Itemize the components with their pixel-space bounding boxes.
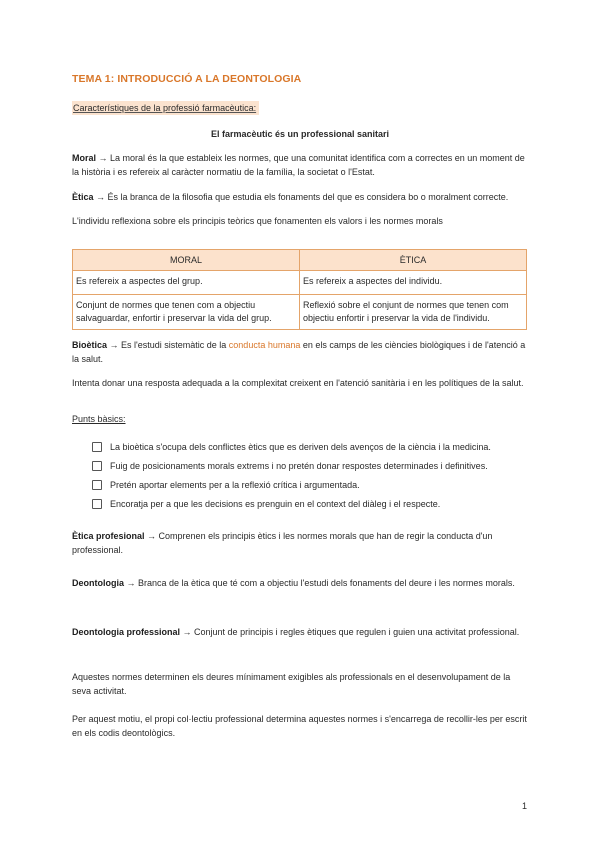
deontologia-professional-text: Conjunt de principis i regles ètiques que regulen i guien una activitat professional. (194, 627, 520, 637)
checkbox-icon (92, 442, 102, 452)
table-cell: Conjunt de normes que tenen com a objectiu salvaguardar, enfortir i preservar la vida del grup. (73, 295, 300, 330)
etica-term: Ètica (72, 192, 94, 202)
table-row (73, 295, 527, 330)
bioetica-extra-paragraph: Intenta donar una resposta adequada a la complexitat creixent en l'atenció sanitària i en les polítiques de la salut. (72, 378, 524, 388)
table-header-moral: MORAL (73, 250, 300, 271)
bioetica-definition (72, 338, 528, 366)
checkbox-icon (92, 499, 102, 509)
etica-professional-definition (72, 529, 528, 557)
etica-text: És la branca de la filosofia que estudia els fonaments del que es considera bo o moralment correcte. (107, 192, 509, 202)
etica-professional-text: Comprenen els principis ètics i les normes morals que han de regir la conducta d'un professional. (72, 531, 493, 555)
page-title: TEMA 1: INTRODUCCIÓ A LA DEONTOLOGIA (72, 73, 302, 85)
checkbox-icon (92, 461, 102, 471)
arrow: → (107, 340, 122, 350)
moral-etica-table (72, 249, 527, 330)
moral-text: La moral és la que estableix les normes, que una comunitat identifica com a correctes en un moment de la història i es refereix al caràcter normatiu de la família, la societat o l'Estat. (72, 153, 525, 177)
deontologia-text: Branca de la ètica que té com a objectiu l'estudi dels fonaments del deure i les normes morals. (138, 578, 515, 588)
moral-definition (72, 151, 528, 179)
deontologia-professional-definition (72, 625, 528, 639)
bioetica-text-after: en els camps de les ciències biològiques i de l'atenció a la salut. (72, 340, 526, 364)
list-item-text: La bioètica s'ocupa dels conflictes ètics que es deriven dels avenços de la ciència i la medicina. (110, 441, 491, 452)
table-cell: Es refereix a aspectes del individu. (300, 271, 527, 295)
list-item (92, 494, 532, 513)
list-item-text: Fuig de posicionaments morals extrems i no pretén donar respostes determinades i definitives. (110, 460, 488, 471)
list-item (92, 456, 532, 475)
list-item-text: Encoratja per a que les decisions es prenguin en el context del diàleg i el respecte. (110, 498, 441, 509)
arrow: → (93, 192, 108, 202)
centered-statement: El farmacèutic és un professional sanitari (210, 129, 390, 139)
page-number: 1 (522, 801, 528, 811)
individu-paragraph: L'individu reflexiona sobre els principis teòrics que fonamenten els valors i les normes morals (72, 216, 443, 226)
deontologia-term: Deontologia (72, 578, 124, 588)
punts-basics-label: Punts bàsics: (72, 414, 126, 424)
section-subheading: Característiques de la professió farmacèutica: (72, 101, 259, 115)
table-row (73, 271, 527, 295)
etica-definition (72, 190, 528, 204)
moral-term: Moral (72, 153, 97, 163)
table-header-etica: ÈTICA (300, 250, 527, 271)
deontologia-definition (72, 576, 528, 590)
punts-basics-list (92, 437, 532, 513)
table-cell: Es refereix a aspectes del grup. (73, 271, 300, 295)
arrow: → (180, 627, 195, 637)
normes-paragraph: Aquestes normes determinen els deures mínimament exigibles als professionals en el desenvolupament de la seva activitat. (72, 672, 511, 696)
etica-professional-term: Ètica profesional (72, 531, 145, 541)
arrow: → (124, 578, 139, 588)
checkbox-icon (92, 480, 102, 490)
collectiu-paragraph: Per aquest motiu, el propi col·lectiu professional determina aquestes normes i s'encarrega de recollir-les per escrit en els codis deontològics. (72, 714, 527, 738)
arrow: → (96, 153, 111, 163)
bioetica-text-before: Es l'estudi sistemàtic de la (121, 340, 229, 350)
list-item-text: Pretén aportar elements per a la reflexió crítica i argumentada. (110, 479, 360, 490)
table-cell: Reflexió sobre el conjunt de normes que tenen com objectiu enfortir i preservar la vida de l'individu. (300, 295, 527, 330)
arrow: → (144, 531, 159, 541)
bioetica-term: Bioètica (72, 340, 108, 350)
list-item (92, 437, 532, 456)
list-item (92, 475, 532, 494)
deontologia-professional-term: Deontologia professional (72, 627, 181, 637)
conducta-humana-highlight: conducta humana (228, 340, 301, 350)
